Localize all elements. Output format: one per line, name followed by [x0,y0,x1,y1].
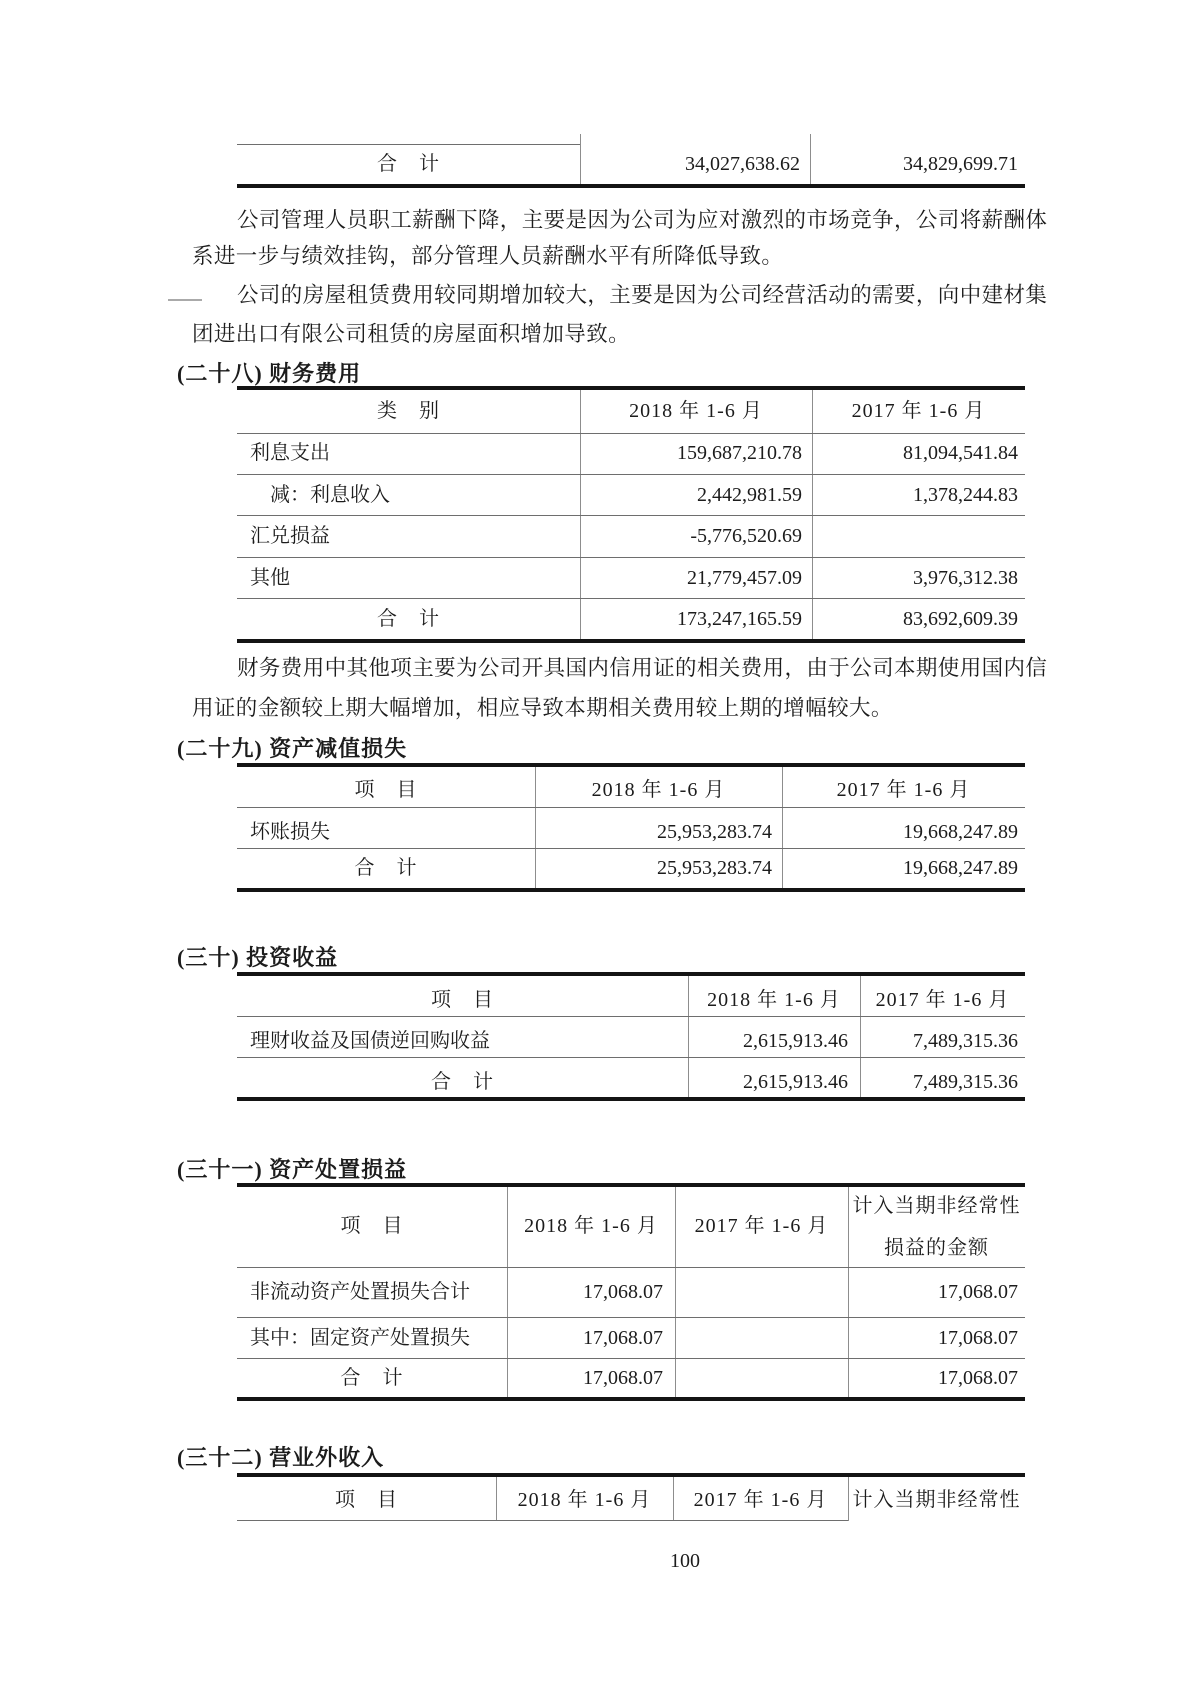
s31-header-2017: 2017 年 1-6 月 [694,1215,829,1237]
table-row-value: 81,094,541.84 [903,442,1018,464]
table-row-label: 非流动资产处置损失合计 [250,1281,470,1303]
s31-header-nonrecurring-line2: 损益的金额 [884,1237,989,1259]
s31-header-item: 项 目 [340,1215,404,1237]
s30-header-2018: 2018 年 1-6 月 [707,989,841,1011]
table-row-value: -5,776,520.69 [690,525,802,547]
s28-row-line [237,598,1025,599]
s31-header-nonrecurring-line1: 计入当期非经常性 [852,1195,1021,1217]
paragraph-3-line-1: 财务费用中其他项主要为公司开具国内信用证的相关费用，由于公司本期使用国内信 [237,656,1048,680]
s29-header-2017: 2017 年 1-6 月 [836,779,971,801]
s28-total-2017: 83,692,609.39 [903,608,1018,630]
table-row-value: 17,068.07 [583,1327,663,1349]
s28-table-top-border [237,386,1025,390]
section-30-heading: (三十) 投资收益 [177,945,339,970]
s28-header-2017: 2017 年 1-6 月 [851,400,986,422]
section-31-heading: (三十一) 资产处置损益 [177,1157,408,1182]
s30-row-line [237,1057,1025,1058]
s32-header-item: 项 目 [335,1489,398,1511]
s28-header-item: 类 别 [377,400,440,422]
table-row-label: 理财收益及国债逆回购收益 [250,1030,490,1052]
s31-table-top-border [237,1183,1025,1187]
s31-total-nonrecurring: 17,068.07 [938,1367,1018,1389]
s30-header-line [237,1016,1025,1017]
s32-header-2018: 2018 年 1-6 月 [517,1489,652,1511]
s30-total-2018: 2,615,913.46 [743,1071,848,1093]
section-29-heading: (二十九) 资产减值损失 [177,736,408,761]
s28-table-bottom-border [237,639,1025,643]
table-row-value: 159,687,210.78 [677,442,802,464]
s30-total-2017: 7,489,315.36 [913,1071,1018,1093]
s30-table-bottom-border [237,1097,1025,1101]
paragraph-2-line-1: 公司的房屋租赁费用较同期增加较大，主要是因为公司经营活动的需要，向中建材集 [237,283,1048,307]
s31-row-line [237,1358,1025,1359]
s29-header-item: 项 目 [354,779,418,801]
paragraph-1-line-2: 系进一步与绩效挂钩，部分管理人员薪酬水平有所降低导致。 [192,244,784,268]
table-row-value: 2,442,981.59 [697,484,802,506]
table-row-value: 17,068.07 [583,1281,663,1303]
s30-table-top-border [237,972,1025,976]
table-row-label: 其他 [250,567,290,589]
table-row-value: 17,068.07 [938,1281,1018,1303]
s31-total-2018: 17,068.07 [583,1367,663,1389]
table-row-value: 2,615,913.46 [743,1030,848,1052]
s28-total-label: 合 计 [377,608,440,630]
s31-header-2018: 2018 年 1-6 月 [524,1215,658,1237]
s31-table-divider-3 [848,1187,849,1397]
table-row-label: 坏账损失 [250,821,330,843]
s28-row-line [237,474,1025,475]
table-row-value: 25,953,283.74 [657,821,772,843]
top-table-bottom-border [237,184,1025,188]
section-32-heading: (三十二) 营业外收入 [177,1445,385,1470]
s30-header-item: 项 目 [431,989,494,1011]
s29-total-2018: 25,953,283.74 [657,857,772,879]
s30-header-2017: 2017 年 1-6 月 [875,989,1010,1011]
s28-row-line [237,515,1025,516]
margin-dash-mark [168,299,202,301]
top-table-divider-2 [810,134,811,186]
s31-row-line [237,1317,1025,1318]
table-row-label: 利息支出 [250,442,330,464]
table-row-value: 17,068.07 [938,1327,1018,1349]
table-row-label: 减：利息收入 [270,484,390,506]
top-table-total-2017: 34,829,699.71 [903,153,1018,175]
table-row-label: 其中：固定资产处置损失 [250,1327,470,1349]
s29-total-label: 合 计 [354,857,418,879]
table-row-value: 19,668,247.89 [903,821,1018,843]
paragraph-2-line-2: 团进出口有限公司租赁的房屋面积增加导致。 [192,322,631,346]
s28-row-line [237,557,1025,558]
top-table-row-line [237,144,580,145]
table-row-value: 21,779,457.09 [687,567,802,589]
page-number: 100 [670,1550,700,1572]
table-row-value: 3,976,312.38 [913,567,1018,589]
s28-header-line [237,433,1025,434]
s32-header-nonrecurring: 计入当期非经常性 [852,1489,1021,1511]
table-row-label: 汇兑损益 [250,525,330,547]
s28-total-2018: 173,247,165.59 [677,608,802,630]
top-table-total-label: 合 计 [377,153,440,175]
s29-table-bottom-border [237,888,1025,892]
table-row-value: 7,489,315.36 [913,1030,1018,1052]
s31-header-line [237,1267,1025,1268]
s32-header-line [237,1520,848,1521]
s31-total-label: 合 计 [340,1367,404,1389]
s29-table-top-border [237,763,1025,767]
s31-table-bottom-border [237,1397,1025,1401]
paragraph-3-line-2: 用证的金额较上期大幅增加，相应导致本期相关费用较上期的增幅较大。 [192,696,893,720]
s29-header-2018: 2018 年 1-6 月 [591,779,726,801]
s28-header-2018: 2018 年 1-6 月 [629,400,763,422]
s29-total-2017: 19,668,247.89 [903,857,1018,879]
s30-total-label: 合 计 [431,1071,494,1093]
table-row-value: 1,378,244.83 [913,484,1018,506]
s29-header-line [237,807,1025,808]
s32-table-top-border [237,1473,1025,1477]
paragraph-1-line-1: 公司管理人员职工薪酬下降，主要是因为公司为应对激烈的市场竞争，公司将薪酬体 [237,208,1048,232]
s29-row-line [237,848,1025,849]
section-28-heading: (二十八) 财务费用 [177,361,362,386]
top-table-total-2018: 34,027,638.62 [685,153,800,175]
s32-header-2017: 2017 年 1-6 月 [693,1489,828,1511]
